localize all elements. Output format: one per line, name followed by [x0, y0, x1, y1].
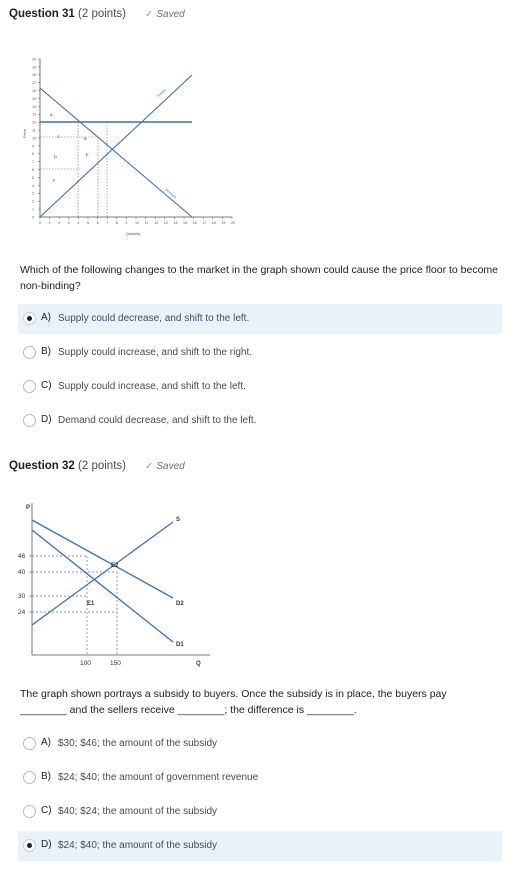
y-tick-label: 3 — [32, 191, 34, 196]
supply-curve — [40, 75, 192, 217]
choice-d[interactable] — [18, 406, 502, 436]
region-label-c: C — [57, 134, 60, 139]
choice-b[interactable] — [18, 763, 502, 793]
tick-24: 24 — [18, 609, 26, 616]
saved-status — [145, 461, 185, 472]
d2-label: D2 — [176, 601, 184, 607]
choice-letter: C) — [41, 805, 52, 816]
y-tick-label: 10 — [32, 136, 36, 141]
demand-curve — [40, 88, 192, 217]
e1-label: E1 — [87, 601, 95, 607]
x-tick-label: 4 — [77, 221, 80, 225]
region-label-e: E — [86, 152, 89, 157]
x-axis-label: Quantity — [126, 232, 141, 236]
y-tick-label: 17 — [32, 81, 36, 86]
y-tick-labels — [32, 57, 40, 219]
radio-button[interactable] — [23, 839, 36, 852]
q-axis-label: Q — [196, 661, 201, 667]
y-tick-label: 20 — [32, 57, 36, 62]
choice-letter: B) — [41, 346, 51, 357]
x-tick-label: 20 — [231, 221, 235, 225]
x-tick-label: 11 — [144, 221, 149, 225]
check-icon: ✓ — [145, 9, 154, 20]
x-tick-label: 16 — [192, 221, 197, 225]
region-label-d: D — [54, 154, 57, 159]
y-axis-label: Price — [22, 128, 27, 138]
supply-label: Supply — [156, 87, 167, 98]
radio-button[interactable] — [23, 414, 36, 427]
y-tick-label: 0 — [32, 215, 34, 220]
y-tick-label: 5 — [32, 175, 34, 180]
choice-a[interactable] — [18, 729, 502, 759]
x-tick-label: 5 — [87, 221, 89, 225]
tick-40: 40 — [18, 569, 26, 576]
y-tick-label: 16 — [32, 89, 36, 93]
region-label-f: F — [53, 178, 56, 183]
x-tick-label: 2 — [58, 221, 61, 225]
e2-label: E2 — [111, 563, 119, 569]
d1-label: D1 — [176, 642, 184, 648]
radio-button[interactable] — [23, 346, 36, 359]
choice-text: $40; $24; the amount of the subsidy — [58, 806, 217, 817]
saved-status — [145, 9, 185, 20]
x-tick-label: 9 — [125, 221, 128, 225]
choice-letter: D) — [41, 839, 52, 850]
y-tick-label: 8 — [32, 152, 34, 157]
x-tick-label: 6 — [96, 221, 99, 225]
question-31-header — [9, 8, 126, 20]
price-floor-graph — [10, 50, 270, 240]
radio-button[interactable] — [23, 737, 36, 750]
choice-text: Supply could decrease, and shift to the left. — [58, 313, 250, 324]
y-tick-label: 14 — [32, 104, 36, 109]
demand-label: Demand — [164, 187, 178, 200]
y-tick-label: 19 — [32, 65, 36, 70]
saved-label: Saved — [156, 461, 185, 472]
supply-curve — [32, 522, 173, 625]
x-tick-label: 8 — [115, 221, 118, 225]
choice-letter: A) — [41, 737, 51, 748]
saved-label: Saved — [156, 9, 185, 20]
subsidy-graph — [10, 495, 220, 670]
question-32-header — [9, 460, 126, 472]
choice-text: $24; $40; the amount of government revenue — [58, 772, 259, 783]
choice-letter: D) — [41, 414, 52, 425]
y-tick-label: 12 — [32, 120, 36, 125]
choice-text: Demand could decrease, and shift to the left. — [58, 415, 257, 426]
y-tick-label: 1 — [32, 207, 34, 212]
question-prompt — [20, 686, 510, 718]
x-tick-label: 12 — [154, 221, 159, 225]
choice-a[interactable] — [18, 304, 502, 334]
x-tick-label: 1 — [48, 221, 51, 225]
choice-text: $30; $46; the amount of the subsidy — [58, 738, 217, 749]
x-tick-label: 0 — [39, 221, 41, 225]
choice-letter: B) — [41, 771, 51, 782]
question-points: (2 points) — [78, 8, 126, 20]
region-label-b: B — [84, 136, 87, 141]
question-points: (2 points) — [78, 460, 126, 472]
x-tick-label: 18 — [211, 221, 216, 225]
y-tick-label: 6 — [32, 168, 34, 172]
question-number: Question 32 — [9, 460, 75, 472]
choice-c[interactable] — [18, 372, 502, 402]
question-number: Question 31 — [9, 8, 75, 20]
y-tick-label: 11 — [32, 128, 36, 133]
radio-button[interactable] — [23, 771, 36, 784]
x-tick-label: 19 — [221, 221, 226, 225]
choice-b[interactable] — [18, 338, 502, 368]
region-label-a: A — [50, 112, 53, 117]
radio-button[interactable] — [23, 312, 36, 325]
choice-text: $24; $40; the amount of the subsidy — [58, 840, 217, 851]
s-label: S — [176, 517, 181, 523]
x-tick-label: 7 — [106, 221, 109, 225]
y-tick-label: 7 — [32, 160, 34, 165]
choice-c[interactable] — [18, 797, 502, 827]
y-tick-label: 15 — [32, 96, 36, 101]
x-tick-label: 3 — [67, 221, 70, 225]
prompt-line-2: ________ and the sellers receive ________; the difference is ________. — [20, 704, 357, 716]
choice-letter: A) — [41, 312, 51, 323]
x-tick-labels — [39, 217, 235, 225]
y-tick-label: 2 — [32, 199, 34, 204]
choice-text: Supply could increase, and shift to the right. — [58, 347, 253, 358]
y-tick-label: 13 — [32, 112, 36, 117]
tick-30: 30 — [18, 593, 26, 600]
y-tick-label: 4 — [32, 183, 34, 188]
y-tick-label: 9 — [32, 144, 34, 149]
x-tick-label: 13 — [163, 221, 168, 225]
choice-d[interactable] — [18, 831, 502, 861]
x-tick-label: 10 — [135, 221, 139, 225]
x-tick-label: 14 — [173, 221, 178, 225]
radio-button[interactable] — [23, 380, 36, 393]
p-axis-label: P — [26, 505, 31, 511]
tick-100: 100 — [80, 660, 91, 667]
tick-46: 46 — [18, 553, 26, 560]
question-prompt: Which of the following changes to the market in the graph shown could cause the price floor to become non-binding? — [20, 264, 499, 292]
choice-text: Supply could increase, and shift to the left. — [58, 381, 246, 392]
x-tick-label: 17 — [202, 221, 207, 225]
prompt-line-1: The graph shown portrays a subsidy to buyers. Once the subsidy is in place, the buyers pay — [20, 688, 447, 700]
check-icon: ✓ — [145, 461, 154, 472]
tick-150: 150 — [110, 660, 121, 667]
choice-letter: C) — [41, 380, 52, 391]
radio-button[interactable] — [23, 805, 36, 818]
x-tick-label: 15 — [183, 221, 187, 225]
y-tick-label: 18 — [32, 73, 36, 78]
